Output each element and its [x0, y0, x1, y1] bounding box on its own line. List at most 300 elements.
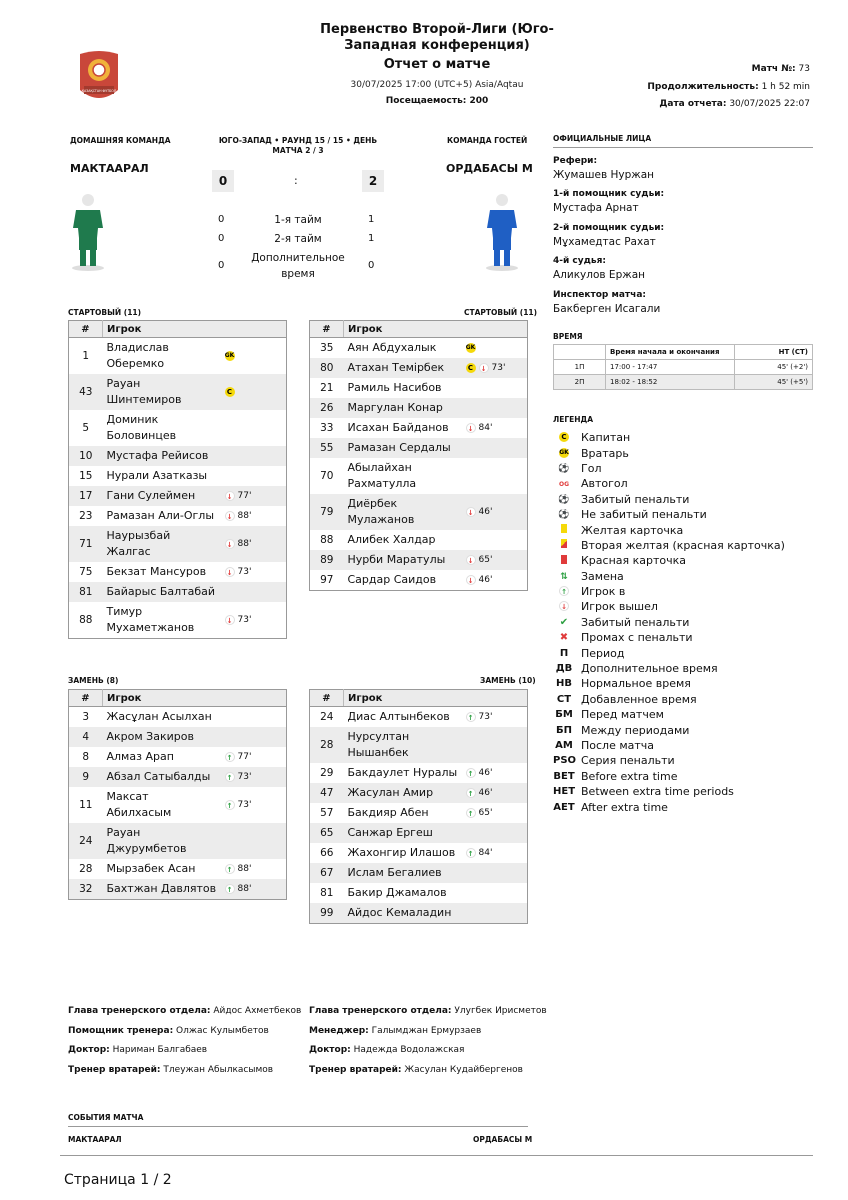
home-staff — [68, 1006, 308, 1084]
goalkeeper-icon: GK — [224, 351, 235, 359]
sub-minute: 73' — [237, 800, 252, 810]
sub-in-icon: ↑ — [466, 808, 476, 818]
player-events — [221, 602, 287, 639]
staff-name: Олжас Кулымбетов — [176, 1025, 269, 1036]
official-role: 2-й помощник судьи: — [553, 222, 665, 233]
period-et-home: 0 — [218, 260, 225, 271]
sub-minute: 65' — [478, 808, 493, 818]
player-events — [462, 418, 528, 438]
legend-symbol — [553, 601, 575, 612]
col-player: Игрок — [344, 690, 528, 707]
player-row — [310, 398, 528, 418]
ball-icon: ⚽ — [558, 463, 570, 474]
player-events — [221, 506, 287, 526]
col-player: Игрок — [344, 321, 528, 338]
legend-label: Желтая карточка — [581, 523, 684, 537]
player-number: 26 — [310, 398, 344, 418]
legend-item — [553, 645, 813, 660]
player-row — [310, 358, 528, 378]
official-name: Бакберген Исагали — [553, 302, 661, 315]
player-number: 79 — [310, 494, 344, 530]
player-row — [310, 570, 528, 591]
period-2-label: 2-я тайм — [274, 233, 322, 245]
legend-symbol — [553, 586, 575, 597]
sub-out-icon: ↓ — [466, 507, 476, 517]
goalkeeper-icon: GK — [559, 448, 569, 456]
legend-item — [553, 553, 813, 568]
player-events — [221, 747, 287, 767]
player-name: Гани Сулеймен — [103, 486, 221, 506]
legend-symbol — [553, 448, 575, 459]
times-period: 1П — [554, 360, 606, 375]
player-number: 4 — [69, 727, 103, 747]
player-events — [462, 550, 528, 570]
player-name: Бахтжан Давлятов — [103, 879, 221, 900]
player-events — [462, 843, 528, 863]
staff-role: Тренер вратарей: — [309, 1064, 402, 1075]
player-number: 66 — [320, 847, 334, 859]
legend-label: Игрок в — [581, 585, 626, 599]
player-number: 67 — [310, 863, 344, 883]
legend-abbr: АМ — [555, 740, 573, 751]
legend-label: Игрок вышел — [581, 600, 658, 614]
staff-entry — [68, 1006, 308, 1026]
legend-symbol — [553, 678, 575, 689]
staff-name: Галымджан Ермурзаев — [371, 1025, 482, 1036]
player-number: 57 — [320, 807, 334, 819]
player-name: Владислав Оберемко — [106, 341, 169, 370]
period-et-label: Дополнительное время — [251, 252, 345, 280]
player-number: 55 — [310, 438, 344, 458]
legend-item — [553, 692, 813, 707]
player-number: 8 — [82, 751, 90, 763]
player-row — [69, 466, 287, 486]
match-duration: Продолжительность: 1 h 52 min — [647, 82, 810, 92]
player-name: Акром Закиров — [103, 727, 221, 747]
times-ht: 45' (+2') — [735, 360, 813, 375]
sub-minute: 65' — [478, 555, 493, 565]
away-starting-table — [309, 320, 528, 591]
official-name: Аликулов Ержан — [553, 269, 645, 282]
player-events — [462, 883, 528, 903]
legend-symbol — [553, 571, 575, 582]
col-number: # — [69, 690, 103, 707]
player-events — [221, 767, 287, 787]
player-name: Абзал Сатыбалды — [103, 767, 221, 787]
staff-role: Доктор: — [68, 1045, 110, 1055]
player-number: 65 — [310, 823, 344, 843]
page-number: Страница 1 / 2 — [64, 1172, 172, 1188]
player-row — [69, 823, 287, 859]
times-range: 17:00 - 17:47 — [606, 360, 735, 375]
player-name: Маргулан Конар — [344, 398, 462, 418]
sub-in-icon: ↑ — [466, 848, 476, 858]
sub-minute: 73' — [478, 712, 493, 722]
legend-abbr: БМ — [555, 709, 573, 721]
legend-item — [553, 569, 813, 584]
roster-table — [309, 320, 528, 591]
legend-label: Период — [581, 646, 625, 660]
player-row — [69, 338, 287, 375]
player-events — [221, 486, 287, 506]
sub-minute: 46' — [478, 768, 493, 778]
roster-table — [68, 320, 287, 639]
player-name: Жахонгир Илашов — [347, 846, 456, 859]
player-events — [462, 398, 528, 418]
player-row — [69, 602, 287, 639]
player-row — [310, 494, 528, 530]
home-subs-table — [68, 689, 287, 900]
player-number: 32 — [69, 879, 103, 900]
legend-abbr: П — [559, 647, 569, 659]
times-ht: 45' (+5') — [735, 375, 813, 390]
player-row — [310, 707, 528, 728]
match-number: Матч №: 73 — [751, 64, 810, 74]
player-name: Диас Алтынбеков — [347, 710, 450, 723]
sub-out-icon: ↓ — [466, 555, 476, 565]
sub-out-icon: ↓ — [225, 615, 235, 625]
captain-icon: C — [225, 387, 235, 397]
legend-item — [553, 615, 813, 630]
sub-out-icon: ↓ — [479, 363, 489, 373]
player-row — [69, 486, 287, 506]
player-row — [69, 787, 287, 823]
col-player: Игрок — [103, 321, 287, 338]
legend-symbol — [553, 478, 575, 489]
legend-item — [553, 476, 813, 491]
yellow-card-icon — [561, 524, 567, 533]
player-row — [310, 903, 528, 924]
player-number: 33 — [320, 422, 334, 434]
player-row — [310, 803, 528, 823]
footer-divider — [60, 1155, 813, 1156]
times-table-wrap — [553, 344, 813, 390]
sub-out-icon: ↓ — [225, 539, 235, 549]
sub-in-icon: ↑ — [466, 788, 476, 798]
league-title: Первенство Второй-Лиги (Юго-Западная конференция) — [320, 22, 554, 53]
away-team-name: ОРДАБАСЫ М — [446, 162, 533, 175]
player-name: Алмаз Арап — [106, 750, 174, 763]
legend-abbr: PSO — [553, 755, 577, 767]
sub-minute: 84' — [478, 423, 493, 433]
staff-role: Тренер вратарей: — [68, 1064, 161, 1075]
legend-item — [553, 738, 813, 753]
player-number: 35 — [320, 342, 334, 354]
player-row — [69, 707, 287, 728]
player-number: 10 — [69, 446, 103, 466]
legend-label: Промах с пенальти — [581, 631, 693, 645]
player-number: 28 — [79, 863, 93, 875]
legend-item — [553, 630, 813, 645]
staff-role: Глава тренерского отдела: — [309, 1006, 452, 1016]
staff-entry — [68, 1065, 308, 1085]
times-row — [554, 360, 813, 375]
check-icon: ✔ — [559, 616, 569, 628]
home-team-label: ДОМАШНЯЯ КОМАНДА — [70, 136, 171, 145]
sub-in-icon: ↑ — [225, 800, 235, 810]
sub-minute: 73' — [237, 615, 252, 625]
staff-entry — [68, 1045, 308, 1065]
official-name: Мұхамедтас Рахат — [553, 235, 656, 248]
sub-minute: 46' — [478, 788, 493, 798]
player-name: Жасулан Амир — [344, 783, 462, 803]
penalty-scored-icon: ⚽ — [558, 494, 570, 505]
sub-minute: 73' — [237, 567, 252, 577]
player-name: Айдос Кемаладин — [344, 903, 462, 924]
legend-item — [553, 522, 813, 537]
events-home-team: МАКТААРАЛ — [68, 1135, 122, 1144]
player-events — [462, 903, 528, 924]
official-entry — [553, 189, 813, 222]
staff-entry — [309, 1045, 549, 1065]
sub-out-icon: ↓ — [225, 511, 235, 521]
legend-item — [553, 599, 813, 614]
player-name: Бекзат Мансуров — [106, 565, 207, 578]
player-number: 17 — [69, 486, 103, 506]
official-role: 1-й помощник судьи: — [553, 189, 665, 200]
player-name: Максат Абилхасым — [106, 790, 172, 819]
legend-label: Капитан — [581, 431, 631, 445]
player-events — [221, 374, 287, 410]
player-name: Сардар Саидов — [347, 573, 437, 586]
player-events — [221, 727, 287, 747]
officials-divider — [553, 147, 813, 148]
player-row — [310, 727, 528, 763]
red-card-icon — [561, 555, 567, 564]
player-name: Рауан Джурумбетов — [103, 823, 221, 859]
player-number: 23 — [79, 510, 93, 522]
legend-label: Автогол — [581, 477, 628, 491]
player-events — [221, 338, 287, 375]
player-events — [462, 338, 528, 359]
sub-minute: 88' — [237, 511, 252, 521]
staff-name: Жасулан Кудайбергенов — [404, 1064, 523, 1075]
official-name: Мустафа Арнат — [553, 202, 639, 215]
staff-name: Надежда Водолажская — [353, 1045, 465, 1055]
player-name: Жасұлан Асылхан — [106, 710, 212, 723]
player-number: 11 — [79, 799, 93, 811]
sub-in-icon: ↑ — [225, 864, 235, 874]
player-number: 21 — [320, 382, 334, 394]
period-2-home: 0 — [218, 233, 225, 244]
legend-label: Between extra time periods — [581, 785, 734, 799]
legend-label: Перед матчем — [581, 708, 664, 722]
sub-in-icon: ↑ — [559, 586, 569, 596]
home-starting-label: СТАРТОВЫЙ (11) — [68, 308, 142, 317]
player-name: Байарыс Балтабай — [103, 582, 221, 602]
col-number: # — [310, 690, 344, 707]
player-number: 88 — [79, 614, 93, 626]
player-name: Нурби Маратулы — [344, 550, 462, 570]
legend-label: Вратарь — [581, 446, 629, 460]
away-staff — [309, 1006, 549, 1084]
legend-label: Добавленное время — [581, 692, 697, 706]
player-events — [462, 378, 528, 398]
player-events — [221, 410, 287, 446]
legend-item — [553, 769, 813, 784]
player-row — [310, 458, 528, 494]
player-events — [462, 707, 528, 728]
player-name: Бакдаулет Нуралы — [347, 766, 458, 779]
attendance: Посещаемость: 200 — [385, 96, 489, 106]
player-row — [69, 506, 287, 526]
legend-symbol — [553, 524, 575, 536]
player-number: 47 — [310, 783, 344, 803]
legend-abbr: СТ — [556, 693, 572, 705]
roster-table — [68, 689, 287, 900]
legend-item — [553, 676, 813, 691]
times-col-range: Время начала и окончания — [606, 345, 735, 360]
player-name: Алибек Халдар — [347, 533, 436, 546]
sub-minute: 88' — [237, 884, 252, 894]
times-col-period — [554, 345, 606, 360]
player-name: Рамазан Сердалы — [344, 438, 462, 458]
times-period: 2П — [554, 375, 606, 390]
second-yellow-icon — [561, 539, 567, 548]
officials-title: ОФИЦИАЛЬНЫЕ ЛИЦА — [553, 134, 652, 143]
player-name: Ислам Бегалиев — [344, 863, 462, 883]
sub-minute: 46' — [478, 575, 493, 585]
away-starting-label: СТАРТОВЫЙ (11) — [464, 308, 538, 317]
legend-symbol — [553, 632, 575, 643]
period-1-home: 0 — [218, 214, 225, 225]
sub-in-icon: ↑ — [466, 712, 476, 722]
official-role: Рефери: — [553, 156, 598, 166]
cross-icon: ✖ — [559, 632, 569, 644]
player-events — [221, 787, 287, 823]
times-col-ht: HT (CT) — [735, 345, 813, 360]
times-table — [553, 344, 813, 390]
staff-name: Нариман Балгабаев — [112, 1045, 208, 1055]
col-player: Игрок — [103, 690, 287, 707]
player-name: Атахан Темірбек — [344, 358, 462, 378]
legend-label: Before extra time — [581, 769, 678, 783]
player-row — [310, 843, 528, 863]
player-events — [462, 727, 528, 763]
player-number: 1 — [82, 350, 90, 362]
legend-item — [553, 445, 813, 460]
home-subs-label: ЗАМЕНЬ (8) — [68, 676, 119, 685]
legend-item — [553, 430, 813, 445]
staff-role: Глава тренерского отдела: — [68, 1006, 211, 1016]
legend-symbol — [553, 648, 575, 659]
player-events — [462, 823, 528, 843]
official-entry — [553, 290, 813, 323]
staff-name: Улугбек Ирисметов — [454, 1006, 547, 1016]
player-name: Рамиль Насибов — [347, 381, 442, 394]
staff-entry — [309, 1065, 549, 1085]
player-number: 5 — [82, 422, 90, 434]
sub-out-icon: ↓ — [225, 567, 235, 577]
player-number: 80 — [310, 358, 344, 378]
sub-minute: 77' — [237, 752, 252, 762]
period-et-away: 0 — [368, 260, 375, 271]
legend-symbol — [553, 802, 575, 813]
player-events — [221, 526, 287, 562]
events-away-team: ОРДАБАСЫ М — [473, 1135, 533, 1144]
away-subs-label: ЗАМЕНЬ (10) — [480, 676, 536, 685]
away-team-label: КОМАНДА ГОСТЕЙ — [447, 136, 528, 145]
player-events — [221, 707, 287, 728]
player-number: 24 — [320, 711, 334, 723]
legend-symbol — [553, 709, 575, 720]
player-events — [462, 763, 528, 783]
player-number: 97 — [320, 574, 334, 586]
player-name: Тимур Мухаметжанов — [106, 605, 195, 634]
player-events — [462, 863, 528, 883]
report-date: Дата отчета: 30/07/2025 22:07 — [659, 99, 810, 109]
sub-minute: 77' — [237, 491, 252, 501]
official-role: 4-й судья: — [553, 256, 606, 267]
sub-minute: 73' — [491, 363, 506, 373]
player-name: Нурсултан Нышанбек — [344, 727, 462, 763]
player-events — [221, 562, 287, 582]
sub-minute: 84' — [478, 848, 493, 858]
sub-out-icon: ↓ — [466, 575, 476, 585]
sub-in-icon: ↑ — [225, 772, 235, 782]
player-events — [462, 358, 528, 378]
period-2-away: 1 — [368, 233, 375, 244]
player-row — [69, 562, 287, 582]
legend-symbol — [553, 740, 575, 751]
player-events — [462, 438, 528, 458]
player-row — [310, 883, 528, 903]
sub-minute: 46' — [478, 507, 493, 517]
player-number: 89 — [310, 550, 344, 570]
away-subs-table — [309, 689, 528, 924]
player-row — [69, 582, 287, 602]
player-row — [69, 526, 287, 562]
player-name: Санжар Ергеш — [344, 823, 462, 843]
player-name: Абылайхан Рахматулла — [347, 461, 417, 490]
player-row — [69, 374, 287, 410]
legend-symbol — [553, 663, 575, 674]
home-team-name: МАКТААРАЛ — [70, 162, 149, 175]
player-number: 71 — [69, 526, 103, 562]
player-number: 88 — [320, 534, 334, 546]
legend-symbol — [553, 463, 575, 474]
league-logo — [76, 48, 122, 106]
player-number: 43 — [69, 374, 103, 410]
legend-abbr: ДВ — [555, 663, 573, 675]
player-events — [462, 458, 528, 494]
home-score: 0 — [212, 170, 234, 192]
substitution-icon: ⇅ — [560, 571, 568, 582]
player-name: Рауан Шинтемиров — [103, 374, 221, 410]
times-title: ВРЕМЯ — [553, 332, 583, 341]
col-number: # — [310, 321, 344, 338]
player-number: 29 — [320, 767, 334, 779]
player-row — [310, 418, 528, 438]
legend-label: Серия пенальти — [581, 754, 675, 768]
player-name: Доминик Боловинцев — [106, 413, 177, 442]
report-title: Отчет о матче — [383, 57, 491, 72]
legend-symbol — [553, 694, 575, 705]
home-starting-table — [68, 320, 287, 639]
legend-label: Вторая желтая (красная карточка) — [581, 538, 785, 552]
player-events — [462, 783, 528, 803]
legend-symbol — [553, 617, 575, 628]
player-events — [221, 823, 287, 859]
player-number: 15 — [79, 470, 93, 482]
legend-symbol — [553, 509, 575, 520]
legend-label: Забитый пенальти — [581, 615, 690, 629]
legend-item — [553, 722, 813, 737]
legend-label: Не забитый пенальти — [581, 508, 707, 522]
sub-minute: 88' — [237, 539, 252, 549]
player-events — [462, 494, 528, 530]
official-role: Инспектор матча: — [553, 289, 646, 300]
